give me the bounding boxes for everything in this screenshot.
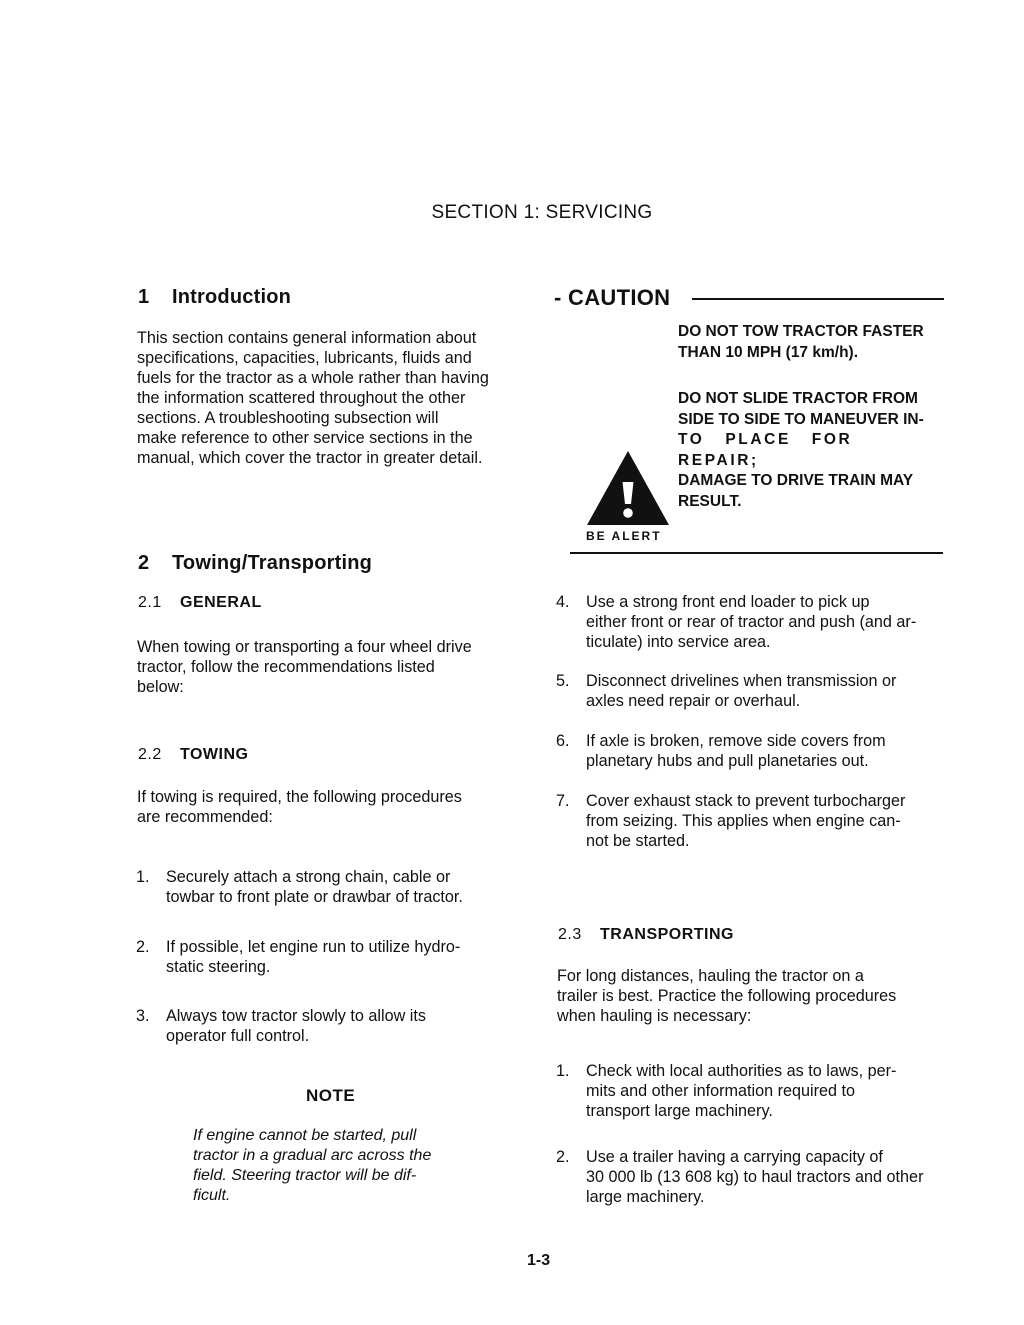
caution-top-rule (692, 298, 944, 300)
list-item (556, 791, 946, 851)
item-number: 6. (556, 732, 570, 750)
text-line: If towing is required, the following procedures (137, 788, 462, 806)
text-line: Disconnect drivelines when transmission or (586, 672, 897, 690)
item-number: 2. (136, 938, 150, 956)
list-item (556, 731, 946, 771)
be-alert-label: BE ALERT (586, 529, 662, 543)
page-number: 1-3 (527, 1252, 551, 1269)
list-item (556, 1061, 946, 1121)
text-line: Always tow tractor slowly to allow its (166, 1007, 426, 1025)
text-line: planetary hubs and pull planetaries out. (586, 752, 869, 770)
item-number: 7. (556, 792, 570, 810)
towing-sub-title: TOWING (180, 746, 249, 763)
text-line: For long distances, hauling the tractor on a (557, 967, 864, 985)
text-line: RESULT. (678, 492, 742, 510)
towing-number: 2 (138, 552, 150, 574)
item-number: 1. (556, 1062, 570, 1080)
item-text (586, 791, 946, 851)
intro-number: 1 (138, 286, 150, 308)
item-text (586, 1061, 946, 1121)
transport-title: TRANSPORTING (600, 926, 734, 943)
item-text (586, 671, 946, 711)
transport-heading (558, 926, 734, 944)
text-line: when hauling is necessary: (557, 1007, 752, 1025)
intro-paragraph (137, 328, 526, 468)
text-line: Use a trailer having a carrying capacity of (586, 1148, 883, 1166)
text-line: Cover exhaust stack to prevent turbocharger (586, 792, 906, 810)
text-line: either front or rear of tractor and push (and ar- (586, 613, 917, 631)
text-line: TO PLACE FOR REPAIR; (678, 431, 853, 469)
page-title: SECTION 1: SERVICING (431, 202, 653, 223)
text-line: 30 000 lb (13 608 kg) to haul tractors and other (586, 1168, 924, 1186)
note-text (193, 1126, 483, 1206)
text-line: THAN 10 MPH (17 km/h). (678, 343, 859, 361)
item-number: 3. (136, 1007, 150, 1025)
text-line: ticulate) into service area. (586, 633, 771, 651)
text-line: trailer is best. Practice the following procedures (557, 987, 897, 1005)
caution-tow-speed (678, 322, 948, 363)
item-text (166, 867, 526, 907)
item-text (586, 592, 946, 652)
text-line: from seizing. This applies when engine can- (586, 812, 901, 830)
text-line: transport large machinery. (586, 1102, 773, 1120)
general-title: GENERAL (180, 594, 262, 611)
text-line: tractor, follow the recommendations listed (137, 658, 435, 676)
text-line: Use a strong front end loader to pick up (586, 593, 870, 611)
towing-sub-number: 2.2 (138, 746, 162, 763)
item-number: 4. (556, 593, 570, 611)
text-line: ficult. (193, 1187, 231, 1204)
towing-paragraph (137, 787, 526, 827)
intro-heading (138, 286, 291, 309)
text-line: specifications, capacities, lubricants, fluids and (137, 349, 472, 367)
text-line: SIDE TO SIDE TO MANEUVER IN- (678, 410, 924, 428)
list-item (136, 1006, 526, 1046)
transport-number: 2.3 (558, 926, 582, 943)
text-line: axles need repair or overhaul. (586, 692, 801, 710)
item-text (586, 731, 946, 771)
text-line: If possible, let engine run to utilize hydro- (166, 938, 461, 956)
text-line: When towing or transporting a four wheel drive (137, 638, 472, 656)
text-line: large machinery. (586, 1188, 705, 1206)
item-number: 1. (136, 868, 150, 886)
text-line: not be started. (586, 832, 690, 850)
warning-triangle-icon (585, 448, 671, 528)
text-line: towbar to front plate or drawbar of tractor. (166, 888, 463, 906)
item-text (166, 1006, 526, 1046)
text-line: If axle is broken, remove side covers from (586, 732, 886, 750)
text-line: field. Steering tractor will be dif- (193, 1167, 417, 1184)
item-number: 5. (556, 672, 570, 690)
intro-title: Introduction (172, 286, 292, 308)
text-line: DO NOT SLIDE TRACTOR FROM (678, 390, 918, 407)
towing-title: Towing/Transporting (172, 552, 373, 574)
list-item (136, 867, 526, 907)
note-title: NOTE (306, 1086, 356, 1105)
caution-bottom-rule (570, 552, 943, 554)
text-line: This section contains general information about (137, 329, 477, 347)
text-line: tractor in a gradual arc across the (193, 1147, 432, 1164)
text-line: are recommended: (137, 808, 273, 826)
text-line: If engine cannot be started, pull (193, 1127, 417, 1144)
text-line: Securely attach a strong chain, cable or (166, 868, 451, 886)
text-line: mits and other information required to (586, 1082, 856, 1100)
general-heading (138, 594, 262, 612)
list-item (556, 671, 946, 711)
text-line: below: (137, 678, 184, 696)
text-line: static steering. (166, 958, 271, 976)
list-item (556, 592, 946, 652)
general-number: 2.1 (138, 594, 162, 611)
text-line: the information scattered throughout the other (137, 389, 466, 407)
text-line: make reference to other service sections in the (137, 429, 473, 447)
text-line: operator full control. (166, 1027, 310, 1045)
general-paragraph (137, 637, 526, 697)
towing-heading (138, 552, 372, 575)
item-text (166, 937, 526, 977)
text-line: fuels for the tractor as a whole rather than having (137, 369, 489, 387)
text-line: Check with local authorities as to laws, per- (586, 1062, 897, 1080)
transport-paragraph (557, 966, 946, 1026)
text-line: manual, which cover the tractor in greater detail. (137, 449, 483, 467)
caution-slide-warning (678, 389, 948, 512)
text-line: DO NOT TOW TRACTOR FASTER (678, 323, 924, 340)
text-line: DAMAGE TO DRIVE TRAIN MAY (678, 472, 914, 489)
towing-subheading (138, 746, 248, 764)
caution-header: - CAUTION (554, 285, 671, 310)
item-number: 2. (556, 1148, 570, 1166)
list-item (136, 937, 526, 977)
list-item (556, 1147, 946, 1207)
item-text (586, 1147, 946, 1207)
text-line: sections. A troubleshooting subsection will (137, 409, 439, 427)
